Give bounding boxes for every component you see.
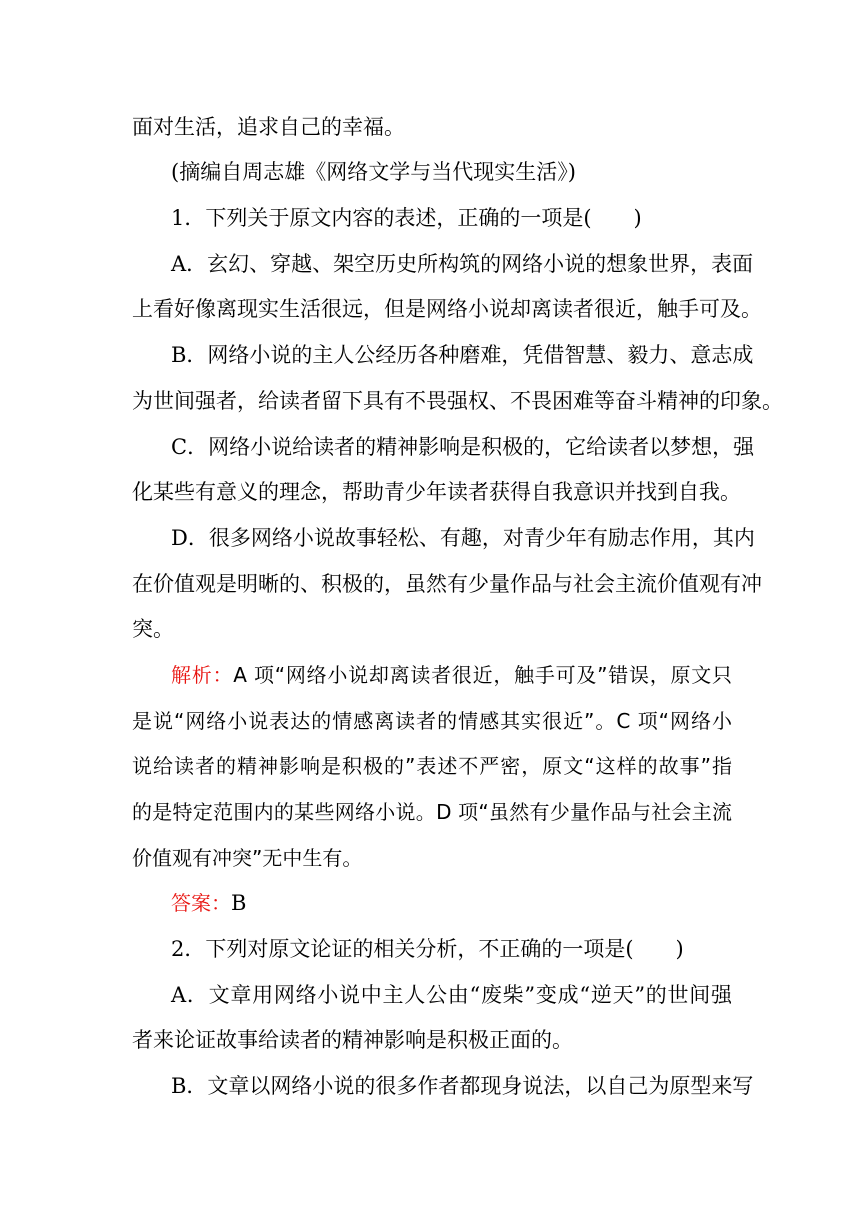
q1-option-b: B．网络小说的主人公经历各种磨难，凭借智慧、毅力、意志成 [171, 343, 754, 367]
analysis-label: 解析： [171, 663, 234, 687]
q1-option-a-cont: 上看好像离现实生活很远，但是网络小说却离读者很近，触手可及。 [132, 297, 762, 321]
analysis-line: 价值观有冲突”无中生有。 [132, 846, 363, 870]
analysis-line: 是说“网络小说表达的情感离读者的情感其实很近”。C 项“网络小 [132, 709, 732, 733]
q1-option-a: A．玄幻、穿越、架空历史所构筑的网络小说的想象世界，表面 [171, 252, 754, 276]
q1-option-b-cont: 为世间强者，给读者留下具有不畏强权、不畏困难等奋斗精神的印象。 [132, 389, 783, 413]
analysis-line: 的是特定范围内的某些网络小说。D 项“虽然有少量作品与社会主流 [132, 800, 732, 824]
question-1-stem: 1．下列关于原文内容的表述，正确的一项是( ) [171, 206, 642, 230]
text-line: 面对生活，追求自己的幸福。 [132, 115, 405, 139]
q1-option-c: C．网络小说给读者的精神影响是积极的，它给读者以梦想，强 [171, 435, 755, 459]
q2-option-b: B．文章以网络小说的很多作者都现身说法，以自己为原型来写 [171, 1074, 754, 1098]
answer-line [171, 888, 732, 918]
q2-option-a: A．文章用网络小说中主人公由“废柴”变成“逆天”的世间强 [171, 983, 732, 1007]
q1-option-c-cont: 化某些有意义的理念，帮助青少年读者获得自我意识并找到自我。 [132, 480, 741, 504]
answer-label: 答案： [171, 891, 231, 915]
q2-option-a-cont: 者来论证故事给读者的精神影响是积极正面的。 [132, 1028, 573, 1052]
q1-option-d: D．很多网络小说故事轻松、有趣，对青少年有励志作用，其内 [171, 526, 755, 550]
analysis-text: A 项“网络小说却离读者很近，触手可及”错误，原文只 [233, 663, 732, 687]
q1-option-d-cont: 在价值观是明晰的、积极的，虽然有少量作品与社会主流价值观有冲 [132, 572, 762, 596]
answer-value: B [231, 891, 247, 915]
analysis-line [171, 660, 732, 690]
question-2-stem: 2．下列对原文论证的相关分析，不正确的一项是( ) [171, 937, 684, 961]
analysis-line: 说给读者的精神影响是积极的”表述不严密，原文“这样的故事”指 [132, 754, 732, 778]
source-citation: (摘编自周志雄《网络文学与当代现实生活》) [171, 160, 576, 184]
q1-option-d-end: 突。 [132, 617, 174, 641]
